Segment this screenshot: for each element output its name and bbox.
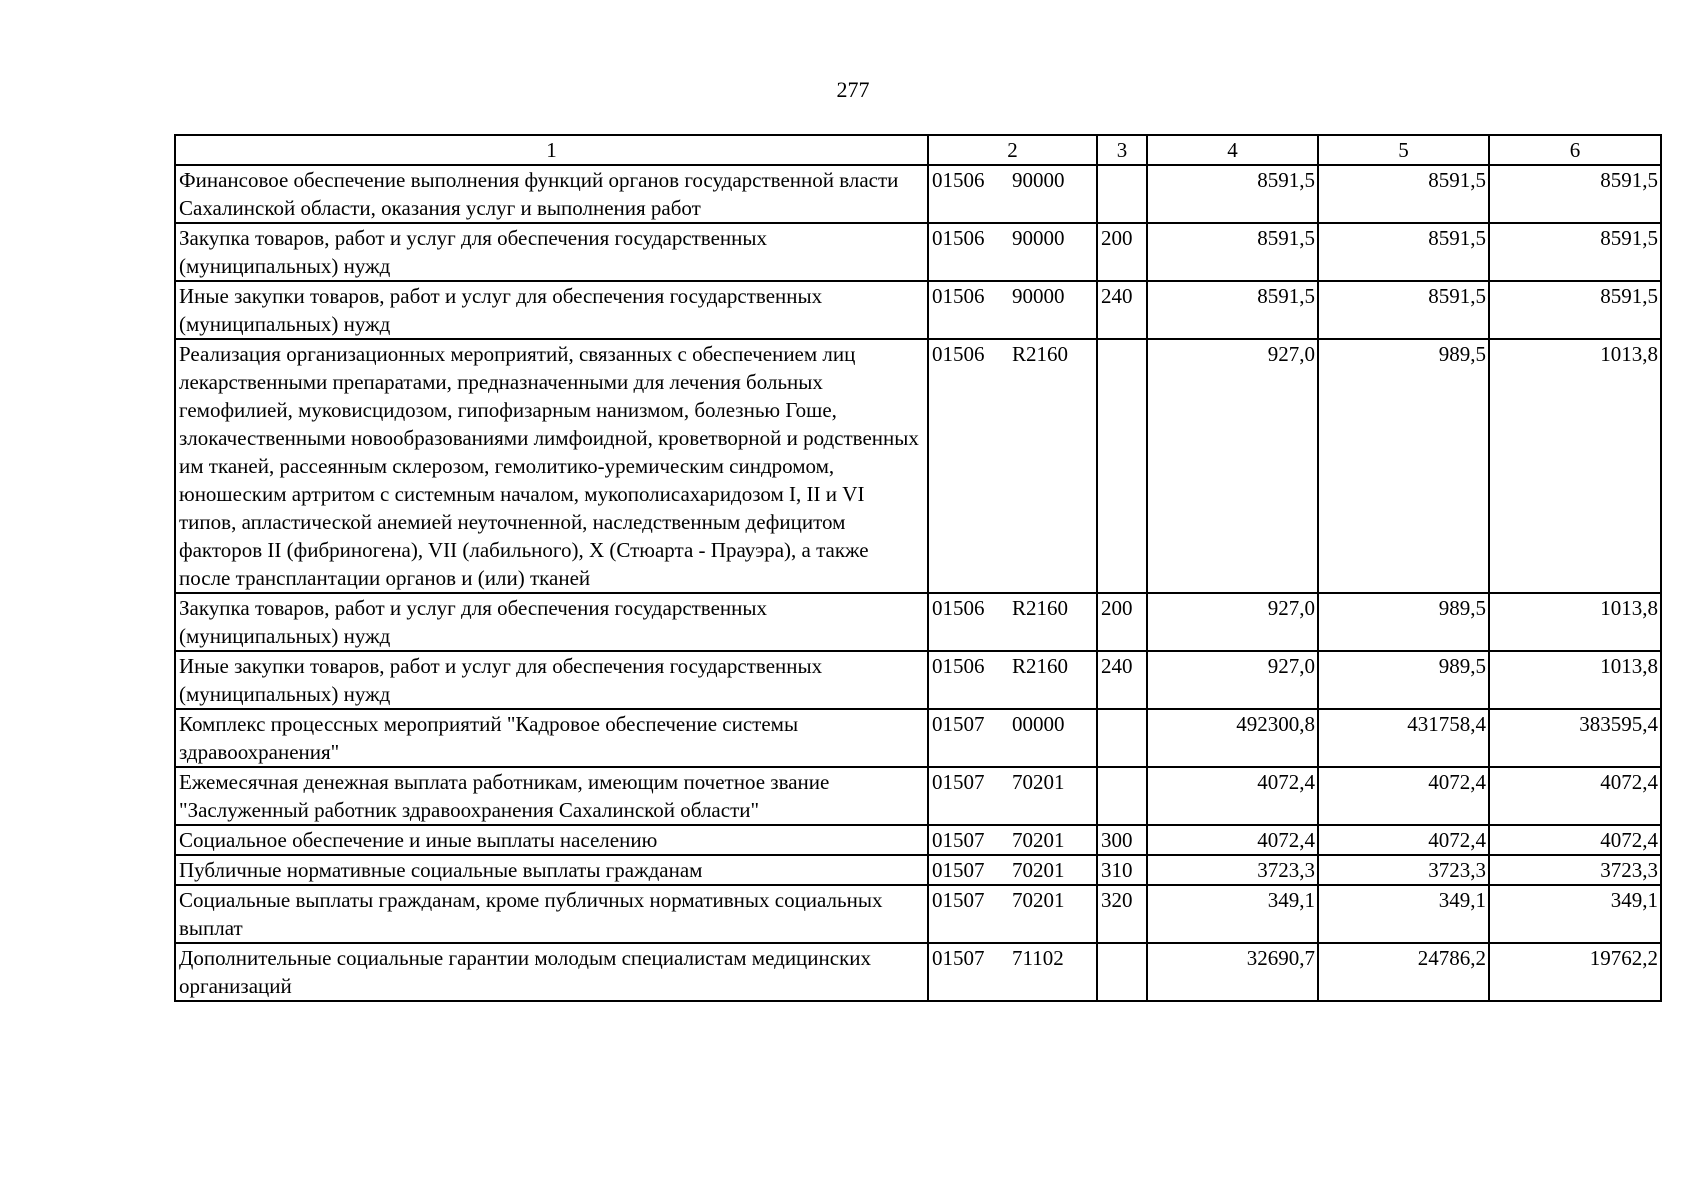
program-code: 01507 bbox=[932, 888, 985, 912]
value-col-4: 927,0 bbox=[1147, 593, 1318, 651]
row-code bbox=[928, 825, 1097, 855]
value-col-4: 8591,5 bbox=[1147, 165, 1318, 223]
program-code: 01506 bbox=[932, 596, 985, 620]
program-code: 01507 bbox=[932, 946, 985, 970]
program-code: 01507 bbox=[932, 712, 985, 736]
value-col-6: 4072,4 bbox=[1489, 767, 1661, 825]
target-code: R2160 bbox=[1012, 654, 1069, 678]
expense-type: 200 bbox=[1097, 223, 1147, 281]
program-code: 01507 bbox=[932, 858, 985, 882]
row-name: Дополнительные социальные гарантии молодым специалистам медицинских организаций bbox=[175, 943, 928, 1001]
table-row bbox=[175, 651, 1661, 709]
row-code bbox=[928, 165, 1097, 223]
program-code: 01506 bbox=[932, 168, 985, 192]
value-col-4: 32690,7 bbox=[1147, 943, 1318, 1001]
value-col-4: 4072,4 bbox=[1147, 825, 1318, 855]
table-row bbox=[175, 593, 1661, 651]
row-name: Иные закупки товаров, работ и услуг для обеспечения государственных (муниципальных) нужд bbox=[175, 651, 928, 709]
row-name: Закупка товаров, работ и услуг для обеспечения государственных (муниципальных) нужд bbox=[175, 223, 928, 281]
value-col-5: 3723,3 bbox=[1318, 855, 1489, 885]
value-col-4: 927,0 bbox=[1147, 339, 1318, 593]
row-name: Социальное обеспечение и иные выплаты населению bbox=[175, 825, 928, 855]
expense-type: 200 bbox=[1097, 593, 1147, 651]
value-col-6: 8591,5 bbox=[1489, 281, 1661, 339]
target-code: 70201 bbox=[1012, 770, 1065, 794]
row-code bbox=[928, 767, 1097, 825]
row-name: Социальные выплаты гражданам, кроме публичных нормативных социальных выплат bbox=[175, 885, 928, 943]
table-row bbox=[175, 281, 1661, 339]
row-name: Реализация организационных мероприятий, связанных с обеспечением лиц лекарственными препаратами, предназначенными для лечения больных гемофилией, муковисцидозом, гипофизарным нанизмом, болезнью Гоше, злокачественными новообразованиями лимфоидной, кроветворной и родственных им тканей, рассеянным склерозом, гемолитико-уремическим синдромом, юношеским артритом с системным началом, мукополисахаридозом I, II и VI типов, апластической анемией неуточненной, наследственным дефицитом факторов II (фибриногена), VII (лабильного), X (Стюарта - Прауэра), а также после трансплантации органов и (или) тканей bbox=[175, 339, 928, 593]
value-col-5: 24786,2 bbox=[1318, 943, 1489, 1001]
row-code bbox=[928, 651, 1097, 709]
program-code: 01506 bbox=[932, 342, 985, 366]
header-col-3: 3 bbox=[1097, 135, 1147, 165]
program-code: 01507 bbox=[932, 770, 985, 794]
row-code bbox=[928, 281, 1097, 339]
value-col-5: 989,5 bbox=[1318, 593, 1489, 651]
row-code bbox=[928, 223, 1097, 281]
program-code: 01507 bbox=[932, 828, 985, 852]
value-col-6: 383595,4 bbox=[1489, 709, 1661, 767]
target-code: 90000 bbox=[1012, 168, 1065, 192]
page-number: 277 bbox=[836, 77, 870, 102]
header-col-4: 4 bbox=[1147, 135, 1318, 165]
row-code bbox=[928, 593, 1097, 651]
table-row bbox=[175, 943, 1661, 1001]
value-col-6: 3723,3 bbox=[1489, 855, 1661, 885]
row-code bbox=[928, 855, 1097, 885]
value-col-6: 4072,4 bbox=[1489, 825, 1661, 855]
table-row bbox=[175, 339, 1661, 593]
target-code: 90000 bbox=[1012, 284, 1065, 308]
value-col-6: 8591,5 bbox=[1489, 165, 1661, 223]
value-col-5: 4072,4 bbox=[1318, 825, 1489, 855]
value-col-6: 1013,8 bbox=[1489, 339, 1661, 593]
target-code: R2160 bbox=[1012, 342, 1069, 366]
value-col-4: 8591,5 bbox=[1147, 223, 1318, 281]
value-col-5: 8591,5 bbox=[1318, 281, 1489, 339]
row-code bbox=[928, 339, 1097, 593]
value-col-5: 989,5 bbox=[1318, 651, 1489, 709]
program-code: 01506 bbox=[932, 226, 985, 250]
expense-type bbox=[1097, 339, 1147, 593]
budget-table bbox=[174, 134, 1662, 1002]
value-col-6: 8591,5 bbox=[1489, 223, 1661, 281]
value-col-6: 349,1 bbox=[1489, 885, 1661, 943]
target-code: 70201 bbox=[1012, 888, 1065, 912]
expense-type bbox=[1097, 943, 1147, 1001]
row-code bbox=[928, 885, 1097, 943]
value-col-4: 492300,8 bbox=[1147, 709, 1318, 767]
value-col-5: 8591,5 bbox=[1318, 165, 1489, 223]
expense-type: 300 bbox=[1097, 825, 1147, 855]
row-name: Закупка товаров, работ и услуг для обеспечения государственных (муниципальных) нужд bbox=[175, 593, 928, 651]
table-row bbox=[175, 223, 1661, 281]
table-row bbox=[175, 825, 1661, 855]
target-code: 90000 bbox=[1012, 226, 1065, 250]
target-code: 71102 bbox=[1012, 946, 1064, 970]
expense-type bbox=[1097, 709, 1147, 767]
table-row bbox=[175, 165, 1661, 223]
header-col-6: 6 bbox=[1489, 135, 1661, 165]
row-code bbox=[928, 943, 1097, 1001]
value-col-6: 1013,8 bbox=[1489, 593, 1661, 651]
value-col-4: 927,0 bbox=[1147, 651, 1318, 709]
row-name: Финансовое обеспечение выполнения функций органов государственной власти Сахалинской области, оказания услуг и выполнения работ bbox=[175, 165, 928, 223]
value-col-5: 431758,4 bbox=[1318, 709, 1489, 767]
value-col-4: 8591,5 bbox=[1147, 281, 1318, 339]
value-col-6: 19762,2 bbox=[1489, 943, 1661, 1001]
value-col-6: 1013,8 bbox=[1489, 651, 1661, 709]
header-col-2: 2 bbox=[928, 135, 1097, 165]
row-name: Иные закупки товаров, работ и услуг для обеспечения государственных (муниципальных) нужд bbox=[175, 281, 928, 339]
program-code: 01506 bbox=[932, 654, 985, 678]
value-col-5: 989,5 bbox=[1318, 339, 1489, 593]
header-col-1: 1 bbox=[175, 135, 928, 165]
value-col-4: 4072,4 bbox=[1147, 767, 1318, 825]
expense-type: 310 bbox=[1097, 855, 1147, 885]
value-col-4: 349,1 bbox=[1147, 885, 1318, 943]
row-code bbox=[928, 709, 1097, 767]
expense-type: 240 bbox=[1097, 281, 1147, 339]
table-row bbox=[175, 855, 1661, 885]
program-code: 01506 bbox=[932, 284, 985, 308]
row-name: Ежемесячная денежная выплата работникам, имеющим почетное звание "Заслуженный работник здравоохранения Сахалинской области" bbox=[175, 767, 928, 825]
target-code: R2160 bbox=[1012, 596, 1069, 620]
row-name: Публичные нормативные социальные выплаты гражданам bbox=[175, 855, 928, 885]
expense-type: 240 bbox=[1097, 651, 1147, 709]
target-code: 70201 bbox=[1012, 828, 1065, 852]
value-col-4: 3723,3 bbox=[1147, 855, 1318, 885]
target-code: 70201 bbox=[1012, 858, 1065, 882]
expense-type bbox=[1097, 165, 1147, 223]
target-code: 00000 bbox=[1012, 712, 1065, 736]
table-row bbox=[175, 767, 1661, 825]
row-name: Комплекс процессных мероприятий "Кадровое обеспечение системы здравоохранения" bbox=[175, 709, 928, 767]
header-col-5: 5 bbox=[1318, 135, 1489, 165]
table-row bbox=[175, 709, 1661, 767]
table-row bbox=[175, 885, 1661, 943]
value-col-5: 349,1 bbox=[1318, 885, 1489, 943]
header-row bbox=[175, 135, 1661, 165]
expense-type: 320 bbox=[1097, 885, 1147, 943]
value-col-5: 8591,5 bbox=[1318, 223, 1489, 281]
expense-type bbox=[1097, 767, 1147, 825]
value-col-5: 4072,4 bbox=[1318, 767, 1489, 825]
